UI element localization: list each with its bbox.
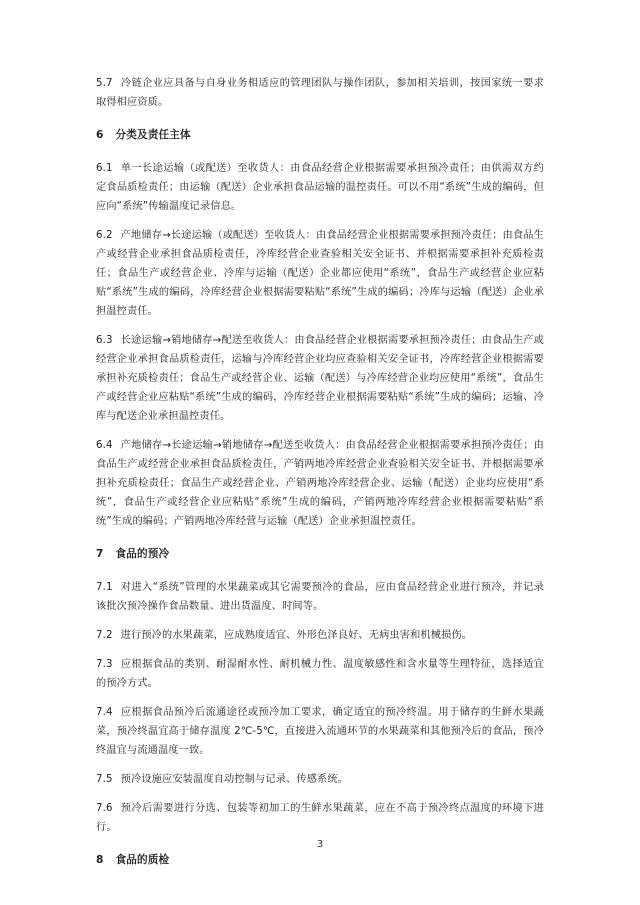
clause-text: 长途运输→销地储存→配送至收货人：由食品经营企业根据需要承担预冷责任；由食品生产或经营企业承担食品质检责任，运输与冷库经营企业均应查验相关安全证书，冷库经营企业根据需要承担补充质检责任；食品生产或经营企业、运输（配送）与冷库经营企业均应使用“系统”，食品生产或经营企业应粘贴“系统”生成的编码，冷库经营企业根据需要粘贴“系统”生成的编码；运输、冷库与配送企业承担温控责任。 <box>96 335 544 422</box>
clause-number: 6.1 <box>96 163 113 174</box>
document-body <box>96 74 544 884</box>
clause-number: 7.5 <box>96 774 113 785</box>
clause-text: 进行预冷的水果蔬菜，应成熟度适宜、外形色泽良好、无病虫害和机械损伤。 <box>120 630 473 641</box>
clause-text: 应根据食品的类别、耐湿耐水性、耐机械力性、温度敏感性和含水量等生理特征，选择适宜的预冷方式。 <box>96 659 544 689</box>
section-number: 7 <box>96 548 104 560</box>
clause-number: 7.1 <box>96 582 113 593</box>
clause-paragraph <box>96 436 544 531</box>
clause-number: 6.3 <box>96 335 113 346</box>
section-number: 6 <box>96 129 104 141</box>
clause-number: 7.3 <box>96 659 113 670</box>
clause-number: 6.2 <box>96 230 113 241</box>
section-heading <box>96 126 544 145</box>
clause-text: 预冷设施应安装温度自动控制与记录、传感系统。 <box>120 774 349 785</box>
clause-paragraph <box>96 74 544 112</box>
clause-text: 产地储存→长途运输（或配送）至收货人：由食品经营企业根据需要承担预冷责任；由食品生产或经营企业承担食品质检责任，冷库经营企业查验相关安全证书、并根据需要承担补充质检责任；食品生产或经营企业、冷库与运输（配送）企业都应使用“系统”，食品生产或经营企业应粘贴“系统”生成的编码，冷库经营企业根据需要粘贴“系统”生成的编码；冷库与运输（配送）企业承担温控责任。 <box>96 230 544 317</box>
section-title: 分类及责任主体 <box>115 129 191 141</box>
clause-paragraph <box>96 578 544 616</box>
clause-number: 7.4 <box>96 707 113 718</box>
clause-text: 预冷后需要进行分选、包装等初加工的生鲜水果蔬菜，应在不高于预冷终点温度的环境下进行。 <box>96 803 544 833</box>
clause-paragraph <box>96 770 544 789</box>
clause-paragraph <box>96 799 544 837</box>
section-heading <box>96 545 544 564</box>
clause-number: 7.6 <box>96 803 113 814</box>
clause-text: 产地储存→长途运输→销地储存→配送至收货人：由食品经营企业根据需要承担预冷责任；由食品生产或经营企业承担食品质检责任，产销两地冷库经营企业查验相关安全证书、并根据需要承担补充质检责任；食品生产或经营企业、产销两地冷库经营企业、运输（配送）企业均应使用“系统”，食品生产或经营企业应粘贴“系统”生成的编码，产销两地冷库经营企业根据需要粘贴“系统”生成的编码；产销两地冷库经营与运输（配送）企业承担温控责任。 <box>96 440 544 527</box>
clause-paragraph <box>96 226 544 321</box>
clause-number: 6.4 <box>96 440 113 451</box>
section-title: 食品的预冷 <box>115 548 170 560</box>
clause-text: 对进入“系统”管理的水果蔬菜或其它需要预冷的食品，应由食品经营企业进行预冷，并记录该批次预冷操作食品数量、进出货温度、时间等。 <box>96 582 544 612</box>
clause-paragraph <box>96 626 544 645</box>
clause-text: 单一长途运输（或配送）至收货人：由食品经营企业根据需要承担预冷责任；由供需双方约定食品质检责任；由运输（配送）企业承担食品运输的温控责任。可以不用“系统”生成的编码，但应向“系统”传输温度记录信息。 <box>96 163 544 212</box>
page-number: 3 <box>316 839 324 850</box>
section-title: 食品的质检 <box>115 854 170 866</box>
clause-number: 7.2 <box>96 630 113 641</box>
section-number: 8 <box>96 854 104 866</box>
clause-paragraph <box>96 655 544 693</box>
clause-paragraph <box>96 159 544 216</box>
clause-number: 5.7 <box>96 78 113 89</box>
clause-text: 冷链企业应具备与自身业务相适应的管理团队与操作团队，参加相关培训，按国家统一要求取得相应资质。 <box>96 78 544 108</box>
section-heading <box>96 851 544 870</box>
clause-paragraph <box>96 703 544 760</box>
clause-text: 应根据食品预冷后流通途径或预冷加工要求，确定适宜的预冷终温。用于储存的生鲜水果蔬菜，预冷终温宜高于储存温度 2℃-5℃，直接进入流通环节的水果蔬菜和其他预冷后的食品，预冷终温宜与流通温度一致。 <box>96 707 544 756</box>
clause-paragraph <box>96 331 544 426</box>
